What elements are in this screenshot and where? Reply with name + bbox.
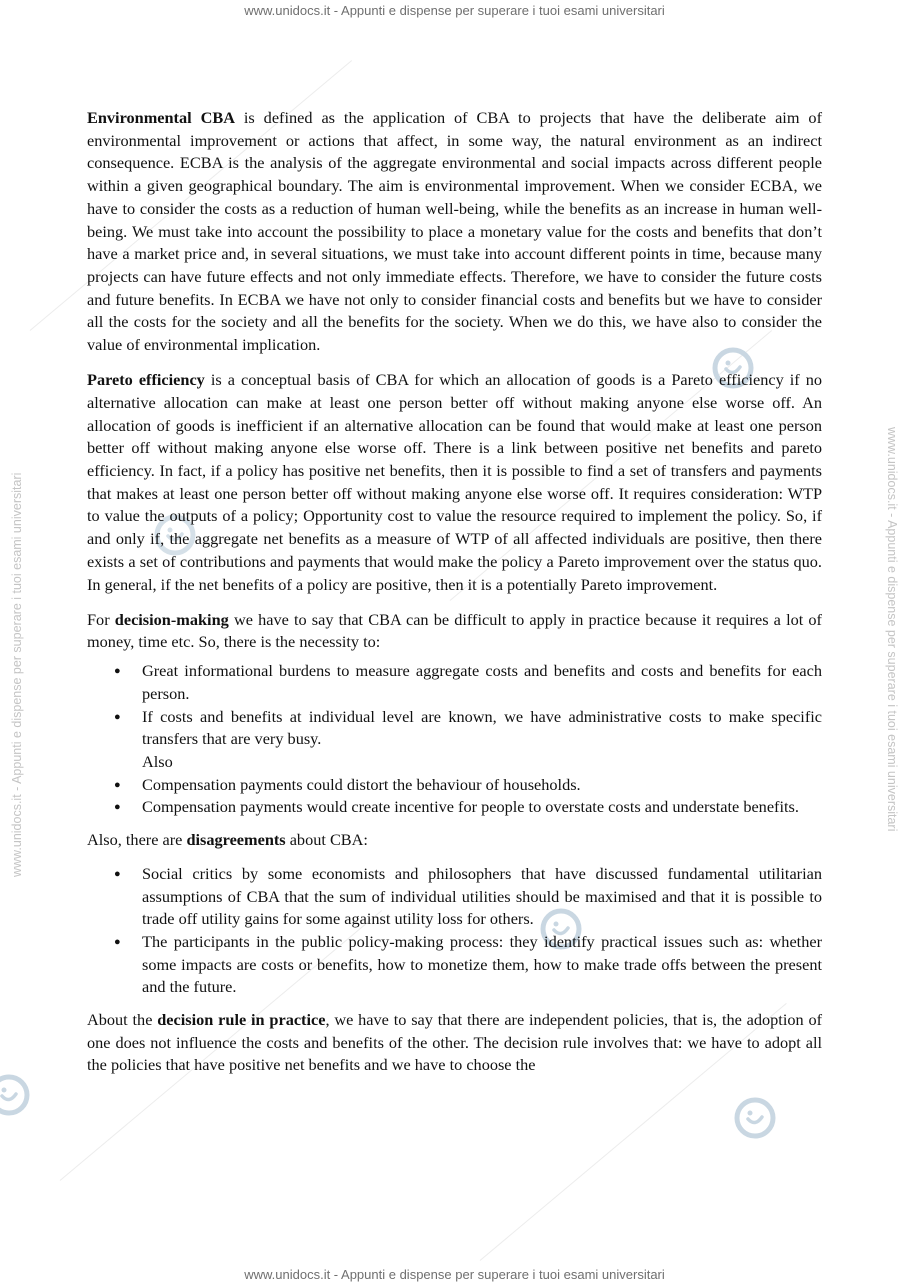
paragraph-text: about CBA: xyxy=(285,830,368,850)
list-item: ● Compensation payments could distort the behaviour of households. xyxy=(142,774,822,797)
bullet-icon: ● xyxy=(114,778,121,791)
unidocs-logo-icon xyxy=(0,1072,32,1118)
paragraph-text: is a conceptual basis of CBA for which an allocation of goods is a Pareto efficiency if no alternative allocation can make at least one person better off without making anyone else worse off. An allocation of goods is inefficient if an alternative allocation can be found that would make at least one person better off without making anyone else worse off. There is a link between positive net benefits and pareto efficiency. In fact, if a policy has positive net benefits, then it is possible to find a set of transfers and payments that makes at least one person better off without making anyone else worse off. It requires consideration: WTP to value the outputs of a policy; Opportunity cost to value the resource required to implement the policy. So, if and only if, the aggregate net benefits as a measure of WTP of all affected individuals are positive, then there exists a set of contributions and payments that would make the policy a Pareto improvement over the status quo. In general, if the net benefits of a policy are positive, then it is a potentially Pareto improvement. xyxy=(87,370,822,594)
list-item: ● Great informational burdens to measure aggregate costs and benefits and costs and benefits for each person. xyxy=(114,661,822,703)
term-environmental-cba: Environmental CBA xyxy=(87,108,235,127)
paragraph-text: , we have to say that there are independent policies, that is, the adoption of one does not influence the costs and benefits of the other. The decision rule involves that: we have to adopt all the policies that have positive net benefits and we have to choose the xyxy=(87,1010,823,1075)
paragraph-disagreements xyxy=(87,829,822,852)
bullet-icon: ● xyxy=(114,665,121,678)
bullet-icon: ● xyxy=(114,867,121,880)
bullet-icon: ● xyxy=(114,710,121,723)
disagreements-list xyxy=(87,863,822,999)
bullet-icon: ● xyxy=(114,935,121,948)
footer-watermark: www.unidocs.it - Appunti e dispense per superare i tuoi esami universitari xyxy=(244,1267,665,1282)
header-watermark: www.unidocs.it - Appunti e dispense per superare i tuoi esami universitari xyxy=(244,3,665,18)
right-side-watermark: www.unidocs.it - Appunti e dispense per superare i tuoi esami universitari xyxy=(885,427,899,832)
term-decision-rule: decision rule in practice xyxy=(157,1010,326,1030)
list-interjection: Also xyxy=(142,751,173,771)
paragraph-prefix: Also, there are xyxy=(87,830,187,850)
paragraph-text: is defined as the application of CBA to projects that have the deliberate aim of environmental improvement or actions that affect, in some way, the natural environment as an indirect consequence. ECBA is the analysis of the aggregate environmental and social impacts across different people within a given geographical boundary. The aim is environmental improvement. When we consider ECBA, we have to consider the costs as a reduction of human well-being, while the benefits as an increase in human well-being. We must take into account the possibility to place a monetary value for the costs and benefits that don’t have a market price and, in several situations, we must take into account different points in time, because many projects can have future effects and not only immediate effects. Therefore, we have to consider the future costs and future benefits. In ECBA we have not only to consider financial costs and benefits but we have to consider all the costs for the society and all the benefits for the society. When we do this, we have also to consider the value of environmental implication. xyxy=(87,108,822,355)
term-disagreements: disagreements xyxy=(186,830,286,850)
paragraph-decision-rule xyxy=(87,1009,822,1077)
term-pareto-efficiency: Pareto efficiency xyxy=(87,370,205,390)
list-item: ● The participants in the public policy-making process: they identify practical issues such as: whether some impacts are costs or benefits, how to monetize them, how to make trade offs between the present and the future. xyxy=(114,931,822,997)
paragraph-ecba xyxy=(87,107,822,357)
paragraph-text: we have to say that CBA can be difficult to apply in practice because it requires a lot of money, time etc. So, there is the necessity to: xyxy=(87,609,822,652)
left-side-watermark: www.unidocs.it - Appunti e dispense per superare i tuoi esami universitari xyxy=(10,472,24,877)
document-body xyxy=(87,107,822,1090)
paragraph-pareto xyxy=(87,369,822,596)
list-item: ● Compensation payments would create incentive for people to overstate costs and understate benefits. xyxy=(142,796,822,819)
paragraph-prefix: About the xyxy=(87,1010,158,1030)
term-decision-making: decision-making xyxy=(114,609,229,629)
paragraph-decision-making xyxy=(87,609,822,654)
unidocs-logo-icon xyxy=(732,1095,778,1141)
paragraph-prefix: For xyxy=(87,609,115,629)
list-item: ● Social critics by some economists and philosophers that have discussed fundamental utilitarian assumptions of CBA that the sum of individual utilities should be maximised and that it is possible to trade off utility gains for some against utility loss for others. xyxy=(114,863,822,929)
necessity-list xyxy=(87,660,822,819)
bullet-icon: ● xyxy=(114,801,121,814)
list-item: ● If costs and benefits at individual level are known, we have administrative costs to make specific transfers that are very busy. Also xyxy=(142,706,822,774)
